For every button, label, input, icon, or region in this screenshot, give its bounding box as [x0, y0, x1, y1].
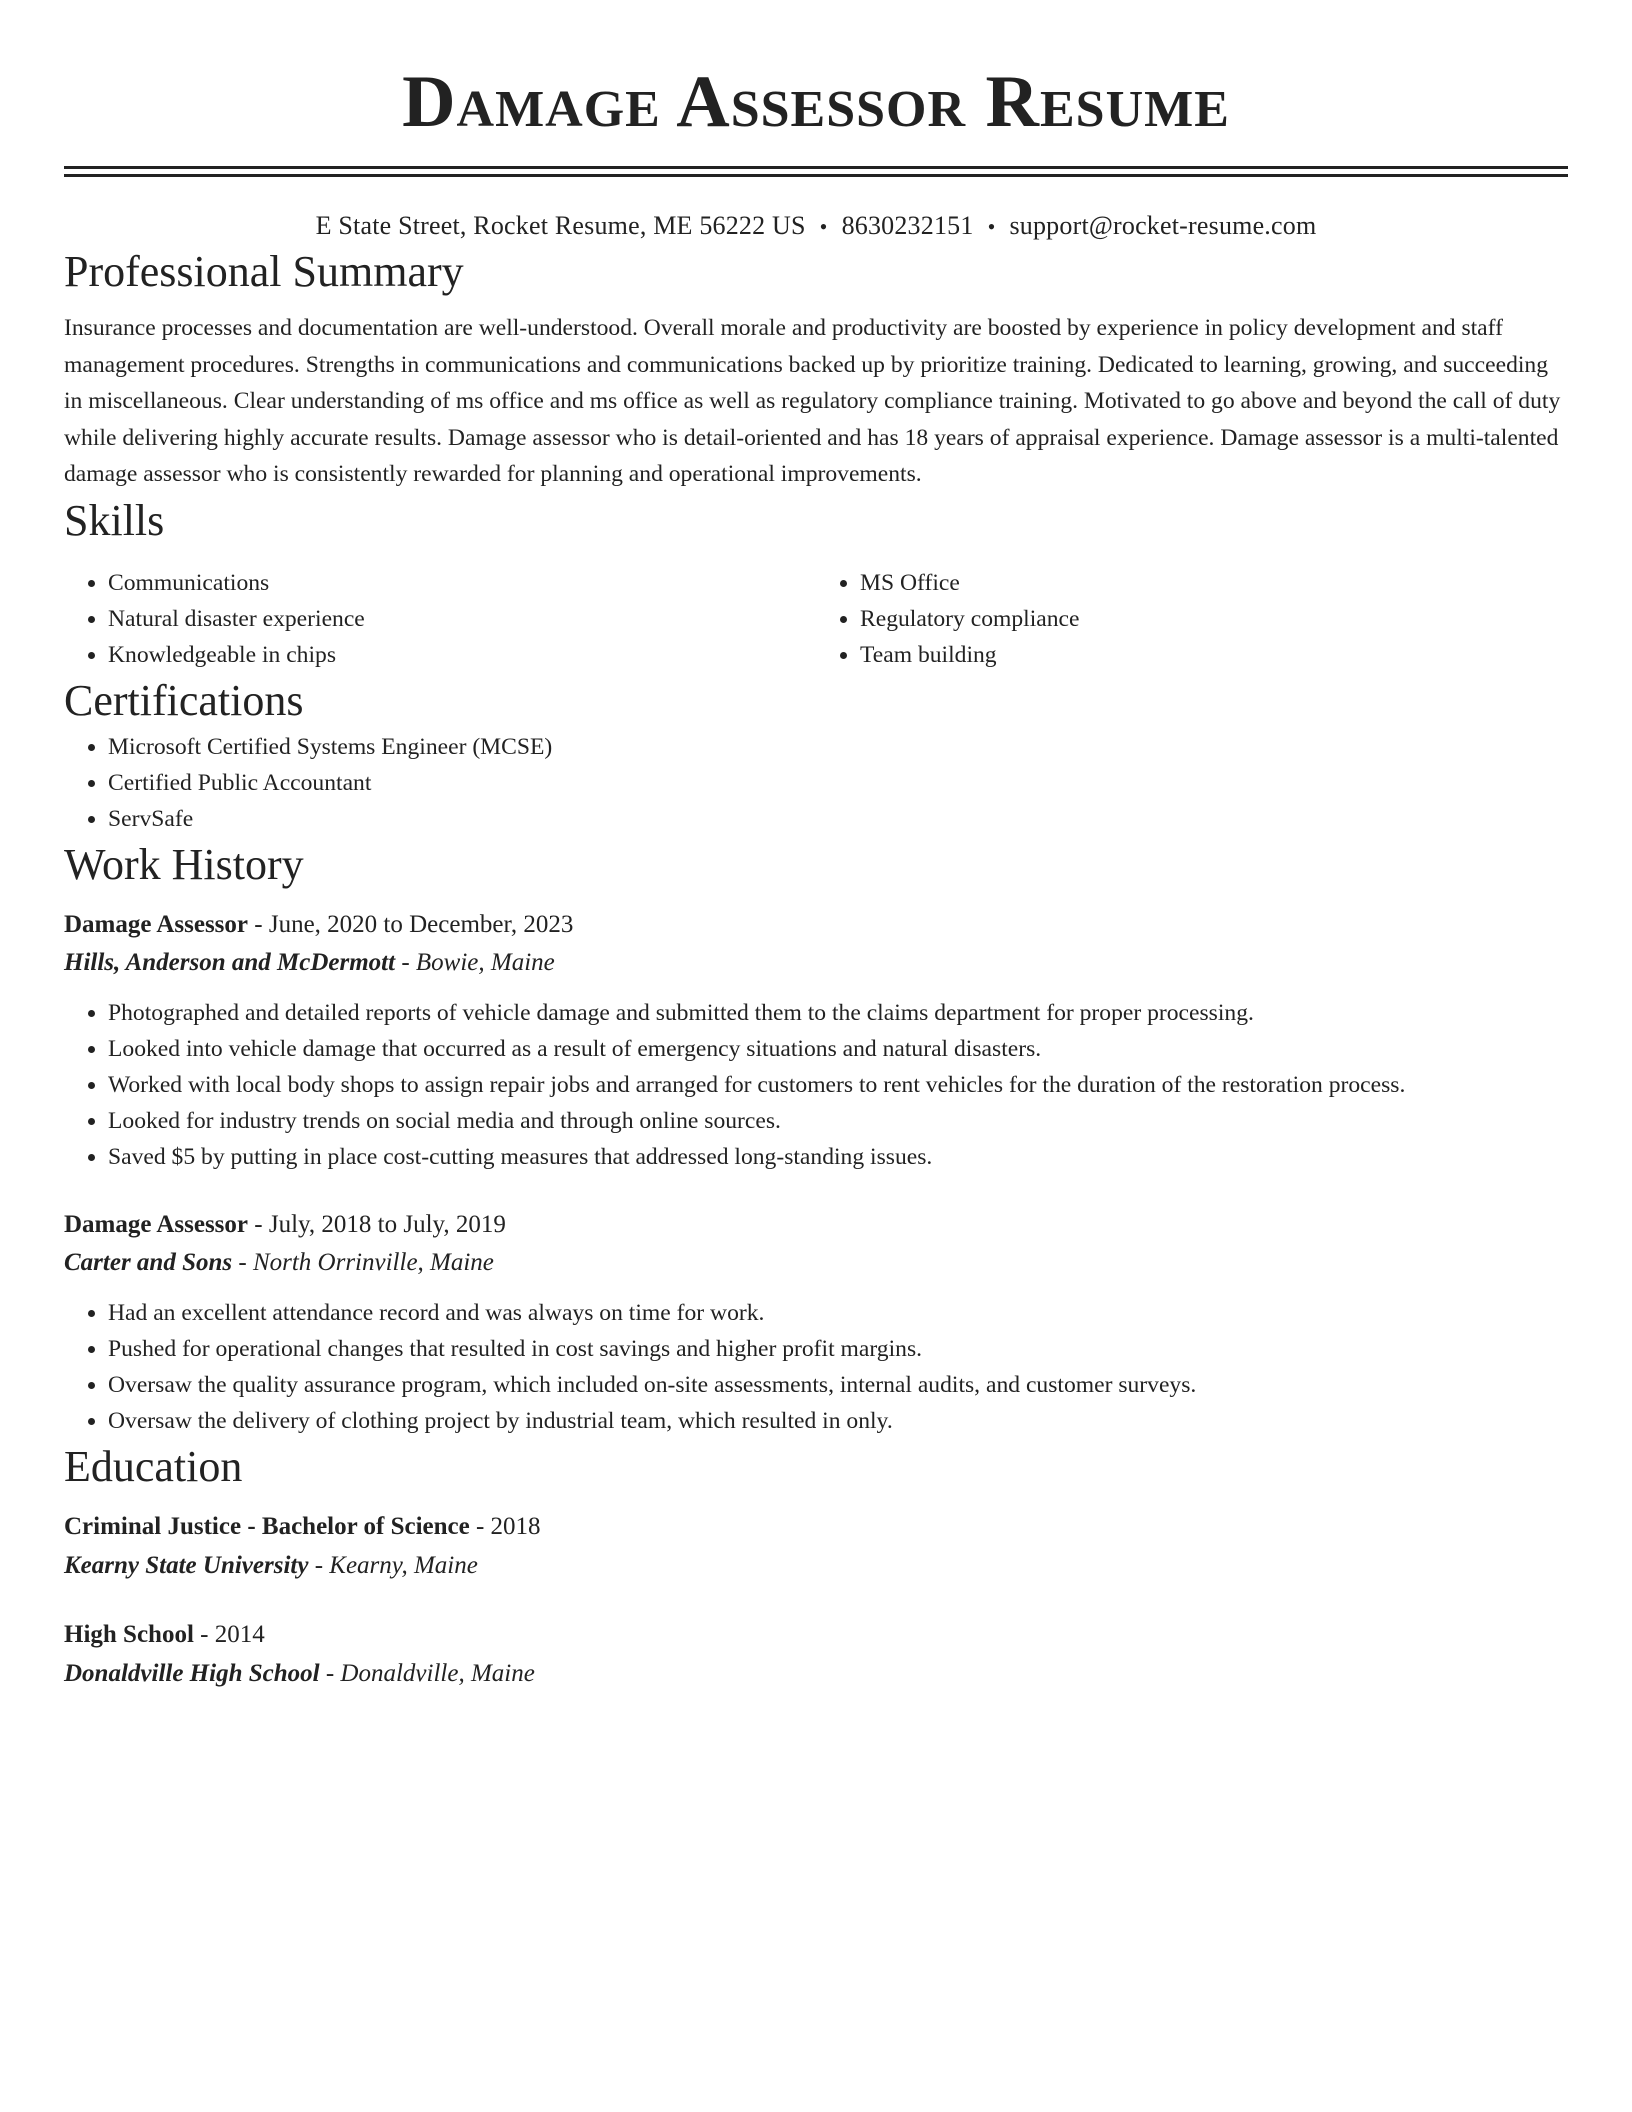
contact-address: E State Street, Rocket Resume, ME 56222 US	[315, 211, 806, 240]
skill-item: • Knowledgeable in chips	[108, 637, 816, 673]
education-entry	[64, 1617, 1568, 1695]
skills-list-left	[64, 565, 816, 673]
education-year: - 2014	[200, 1620, 265, 1648]
contact-line	[64, 209, 1568, 244]
education-year: - 2018	[475, 1512, 541, 1540]
job-company: Hills, Anderson and McDermott	[64, 948, 396, 976]
skill-item: • MS Office	[860, 565, 1568, 601]
bullet-separator: •	[819, 214, 828, 239]
job-title-line	[64, 907, 1568, 943]
job-bullet: • Oversaw the quality assurance program, which included on-site assessments, internal audits, and customer surveys.	[108, 1367, 1568, 1403]
certification-item: • Microsoft Certified Systems Engineer (MCSE)	[108, 729, 1568, 765]
job-location: - Bowie, Maine	[401, 948, 555, 976]
section-heading-skills: Skills	[64, 495, 165, 545]
education-school-line	[64, 1653, 1568, 1695]
job-dates: - June, 2020 to December, 2023	[254, 910, 574, 938]
education-degree-line	[64, 1509, 1568, 1545]
education-degree: High School	[64, 1620, 194, 1648]
job-bullet: • Had an excellent attendance record and was always on time for work.	[108, 1295, 1568, 1331]
section-heading-work-history: Work History	[64, 839, 304, 889]
job-bullets	[64, 995, 1568, 1175]
contact-phone: 8630232151	[841, 211, 974, 240]
certification-item: • ServSafe	[108, 801, 1568, 837]
job-entry	[64, 907, 1568, 1175]
education-school: Donaldville High School	[64, 1659, 320, 1687]
education-entry	[64, 1509, 1568, 1587]
job-company-line	[64, 1243, 1568, 1283]
job-bullet: • Looked into vehicle damage that occurred as a result of emergency situations and natural disasters.	[108, 1031, 1568, 1067]
title-divider-top	[64, 166, 1568, 169]
bullet-separator: •	[987, 214, 996, 239]
job-bullet: • Oversaw the delivery of clothing project by industrial team, which resulted in only.	[108, 1403, 1568, 1439]
job-title: Damage Assessor	[64, 910, 249, 938]
job-title-line	[64, 1207, 1568, 1243]
skill-item: • Natural disaster experience	[108, 601, 816, 637]
section-heading-certifications: Certifications	[64, 675, 304, 725]
job-dates: - July, 2018 to July, 2019	[254, 1210, 506, 1238]
title-divider-bottom	[64, 174, 1568, 177]
skill-item: • Regulatory compliance	[860, 601, 1568, 637]
education-location: - Donaldville, Maine	[325, 1659, 535, 1687]
summary-text: Insurance processes and documentation are well-understood. Overall morale and productivity are boosted by experience in policy development and staff management procedures. Strengths in communications and communications backed up by prioritize training. Dedicated to learning, growing, and succeeding in miscellaneous. Clear understanding of ms office and ms office as well as regulatory compliance training. Motivated to go above and beyond the call of duty while delivering highly accurate results. Damage assessor who is detail-oriented and has 18 years of appraisal experience. Damage assessor is a multi-talented damage assessor who is consistently rewarded for planning and operational improvements.	[64, 315, 1561, 487]
skills-list-right	[816, 565, 1568, 673]
section-heading-summary: Professional Summary	[64, 247, 464, 296]
resume-title: Damage Assessor Resume	[402, 61, 1230, 143]
education-location: - Kearny, Maine	[314, 1551, 478, 1579]
skills-columns	[64, 565, 1568, 673]
certifications-list	[64, 729, 1568, 837]
education-degree-line	[64, 1617, 1568, 1653]
job-bullet: • Photographed and detailed reports of vehicle damage and submitted them to the claims department for proper processing.	[108, 995, 1568, 1031]
job-bullet: • Worked with local body shops to assign repair jobs and arranged for customers to rent vehicles for the duration of the restoration process.	[108, 1067, 1568, 1103]
section-heading-education: Education	[64, 1441, 243, 1491]
education-school: Kearny State University	[64, 1551, 309, 1579]
job-title: Damage Assessor	[64, 1210, 249, 1238]
skill-item: • Team building	[860, 637, 1568, 673]
job-entry	[64, 1207, 1568, 1439]
job-bullet: • Saved $5 by putting in place cost-cutting measures that addressed long-standing issues.	[108, 1139, 1568, 1175]
skill-item: • Communications	[108, 565, 816, 601]
job-bullet: • Pushed for operational changes that resulted in cost savings and higher profit margins.	[108, 1331, 1568, 1367]
education-degree: Criminal Justice - Bachelor of Science	[64, 1512, 470, 1540]
certification-item: • Certified Public Accountant	[108, 765, 1568, 801]
education-school-line	[64, 1545, 1568, 1587]
job-location: - North Orrinville, Maine	[238, 1248, 494, 1276]
contact-email: support@rocket-resume.com	[1009, 211, 1317, 240]
job-bullets	[64, 1295, 1568, 1439]
job-company: Carter and Sons	[64, 1248, 233, 1276]
job-bullet: • Looked for industry trends on social media and through online sources.	[108, 1103, 1568, 1139]
job-company-line	[64, 943, 1568, 983]
